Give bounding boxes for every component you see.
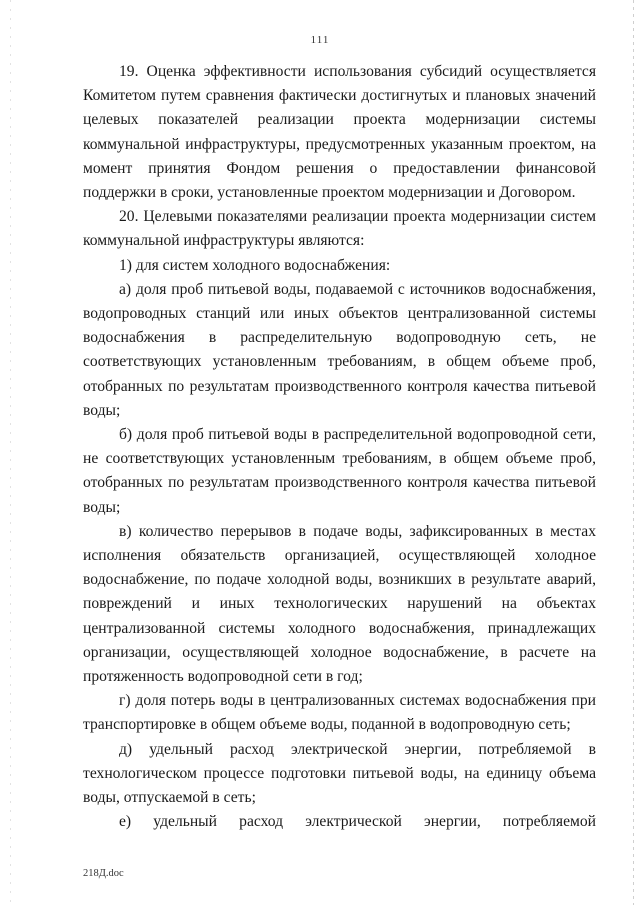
paragraph-item-b: б) доля проб питьевой воды в распределительной водопроводной сети, не соответствующих установленным требованиям, в общем объеме проб, отобранных по результатам производственного контроля качества питьевой воды; bbox=[83, 426, 596, 516]
footer-filename: 218Д.doc bbox=[83, 868, 124, 879]
document-body bbox=[83, 60, 596, 835]
paragraph-item-g: г) доля потерь воды в централизованных системах водоснабжения при транспортировке в общем объеме воды, поданной в водопроводную сеть; bbox=[83, 692, 596, 734]
page-number: 111 bbox=[310, 34, 330, 46]
paragraph-item-e: е) удельный расход электрической энергии, потребляемой bbox=[119, 813, 596, 831]
paragraph-19: 19. Оценка эффективности использования субсидий осуществляется Комитетом путем сравнения фактически достигнутых и плановых значений целевых показателей реализации проекта модернизации системы коммунальной инфраструктуры, предусмотренных указанным проектом, на момент принятия Фондом решения о предоставлении финансовой поддержки в сроки, установленные проектом модернизации и Договором. bbox=[83, 63, 596, 202]
scan-edge-left bbox=[10, 0, 11, 905]
paragraph-20: 20. Целевыми показателями реализации проекта модернизации систем коммунальной инфраструктуры являются: bbox=[83, 208, 596, 250]
scan-edge-right bbox=[633, 0, 634, 905]
paragraph-item-d: д) удельный расход электрической энергии, потребляемой в технологическом процессе подготовки питьевой воды, на единицу объема воды, отпускаемой в сеть; bbox=[83, 740, 596, 807]
paragraph-item-a: а) доля проб питьевой воды, подаваемой с источников водоснабжения, водопроводных станций или иных объектов централизованной системы водоснабжения в распределительную водопроводную сеть, не соответствующих установленным требованиям, в общем объеме проб, отобранных по результатам производственного контроля качества питьевой воды; bbox=[83, 280, 596, 419]
paragraph-item-v: в) количество перерывов в подаче воды, зафиксированных в местах исполнения обязательств организацией, осуществляющей холодное водоснабжение, по подаче холодной воды, возникших в результате аварий, повреждений и иных технологических нарушений на объектах централизованной системы холодного водоснабжения, принадлежащих организации, осуществляющей холодное водоснабжение, в расчете на протяженность водопроводной сети в год; bbox=[83, 522, 596, 686]
paragraph-cold-water-heading: 1) для систем холодного водоснабжения: bbox=[119, 256, 391, 274]
